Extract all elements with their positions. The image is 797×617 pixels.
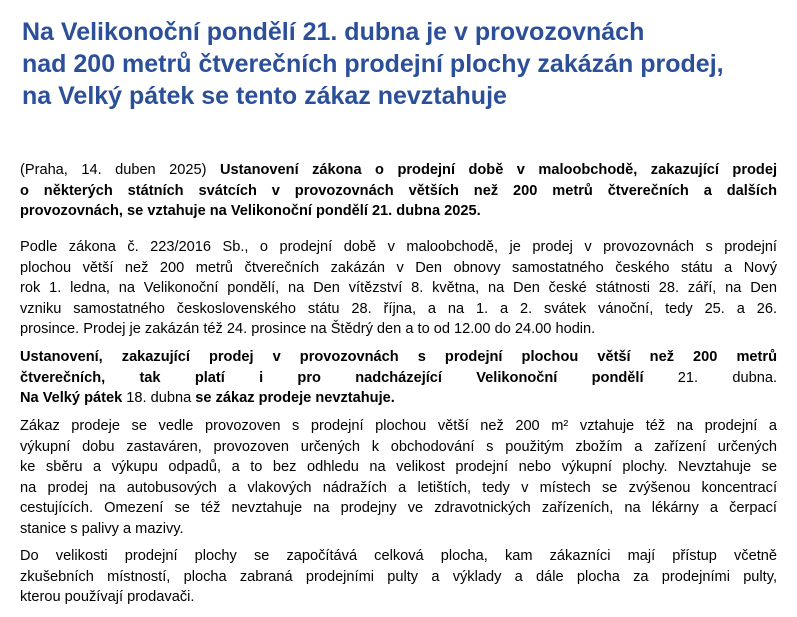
lead-line-1 <box>20 160 777 181</box>
easter-line-2 <box>20 368 777 389</box>
area-line-1: Do velikosti prodejní plochy se započítává celková plocha, kam zákazníci mají přístup včetně <box>20 548 777 564</box>
law-paragraph <box>20 237 777 340</box>
page-title <box>22 16 782 112</box>
area-paragraph <box>20 546 777 608</box>
area-line-3: kterou používají prodavači. <box>20 589 195 606</box>
lead-paragraph <box>20 160 777 222</box>
law-line-2: plochou větší než 200 metrů čtverečních zakázán v Den obnovy samostatného českého státu a Nový <box>20 259 777 276</box>
good-friday-label: Na Velký pátek <box>20 390 123 407</box>
scope-line-3: ke sběru a výkupu odpadů, a to bez odhledu na velikost prodejní nebo výkupní plochy. Nevztahuje se <box>20 459 777 476</box>
law-line-3: rok 1. ledna, na Velikonoční pondělí, na Den vítězství 8. května, na Den české státnosti 28. září, na Den <box>20 280 777 297</box>
title-line-1: Na Velikonoční pondělí 21. dubna je v provozovnách <box>22 18 645 46</box>
dateline: (Praha, 14. duben 2025) <box>20 162 207 178</box>
scope-line-6: stanice s palivy a mazivy. <box>20 520 184 537</box>
scope-line-1: Zákaz prodeje se vedle provozoven s prodejní plochou větší než 200 m² vztahuje též na prodejní a <box>20 418 777 434</box>
title-line-2: nad 200 metrů čtverečních prodejní plochy zakázán prodej, <box>22 50 724 78</box>
easter-monday-date: 21. dubna. <box>677 369 777 386</box>
good-friday-date: 18. dubna <box>126 390 192 407</box>
easter-line-2-bold: čtverečních, tak platí i pro nadcházející Velikonoční pondělí <box>20 369 644 386</box>
easter-paragraph <box>20 347 777 409</box>
lead-bold-text-1: Ustanovení zákona o prodejní době v maloobchodě, zakazující prodej <box>219 162 778 178</box>
scope-line-4: na prodej na autobusových a vlakových nádražích a letištích, tedy v místech se zvýšenou koncentrací <box>20 479 777 496</box>
scope-paragraph <box>20 416 777 540</box>
easter-line-1: Ustanovení, zakazující prodej v provozovnách s prodejní plochou větší než 200 metrů <box>20 349 777 365</box>
good-friday-exemption: se zákaz prodeje nevztahuje. <box>195 390 395 407</box>
scope-line-5: cestujících. Omezení se též nevztahuje na prodejny ve zdravotnických zařízeních, na lékárny a čerpací <box>20 500 777 517</box>
law-line-5: prosince. Prodej je zakázán též 24. prosince na Štědrý den a to od 12.00 do 24.00 hodin. <box>20 321 596 338</box>
law-line-1: Podle zákona č. 223/2016 Sb., o prodejní době v maloobchodě, je prodej v provozovnách s prodejní <box>20 239 777 255</box>
easter-line-3 <box>20 388 777 409</box>
lead-line-2: o některých státních svátcích v provozovnách větších než 200 metrů čtverečních a dalších <box>20 182 777 199</box>
law-line-4: vzniku samostatného československého státu 28. října, a na 1. a 2. svátek vánoční, tedy 25. a 26. <box>20 300 777 317</box>
title-line-3: na Velký pátek se tento zákaz nevztahuje <box>22 82 507 110</box>
scope-line-2: výkupní dobu zastaváren, provozoven určených k obchodování s použitým zbožím a zařízení určených <box>20 438 777 455</box>
lead-line-3: provozovnách, se vztahuje na Velikonoční pondělí 21. dubna 2025. <box>20 203 481 220</box>
area-line-2: zkušebních místností, plocha zabraná prodejními pulty a výklady a dále plocha za prodejními pulty, <box>20 568 777 585</box>
